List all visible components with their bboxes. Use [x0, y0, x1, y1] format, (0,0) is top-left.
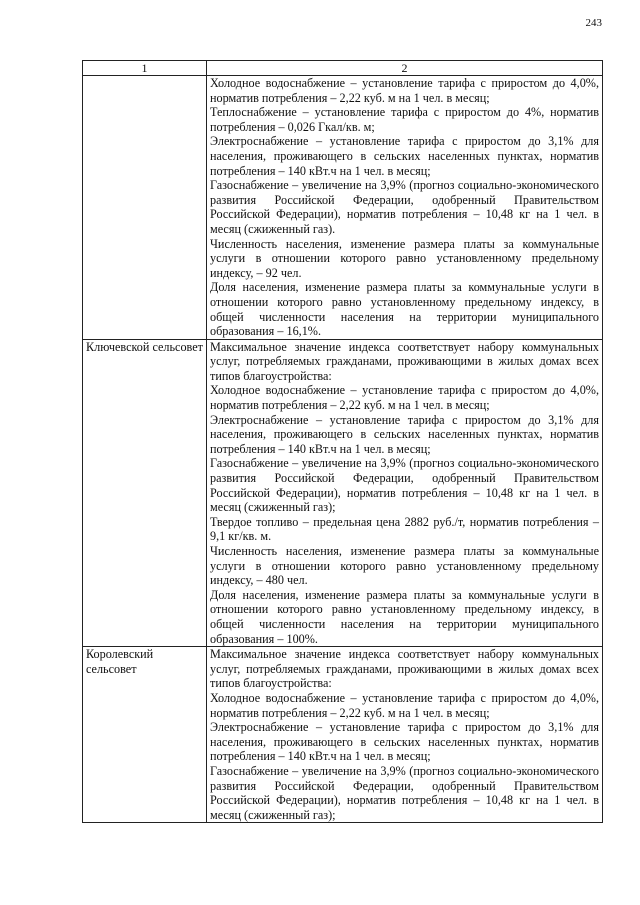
- table-header-row: [83, 61, 603, 76]
- table-row: [83, 339, 603, 646]
- paragraph: Теплоснабжение – установление тарифа с приростом до 4%, норматив потребления – 0,026 Гкал/кв. м;: [210, 105, 599, 134]
- municipality-cell: [83, 76, 207, 340]
- municipal-index-table: [82, 60, 603, 823]
- index-description-cell: [207, 339, 603, 646]
- paragraph: Доля населения, изменение размера платы за коммунальные услуги в отношении которого равно установленному предельному индексу, в общей численности населения на территории муниципального образования – 100%.: [210, 587, 599, 646]
- paragraph: Электроснабжение – установление тарифа с приростом до 3,1% для населения, проживающего в сельских населенных пунктах, норматив потребления – 140 кВт.ч на 1 чел. в месяц;: [210, 412, 599, 456]
- table-row: [83, 647, 603, 823]
- column-header-2: 2: [207, 61, 603, 76]
- paragraph: Холодное водоснабжение – установление тарифа с приростом до 4,0%, норматив потребления – 2,22 куб. м на 1 чел. в месяц;: [210, 690, 599, 720]
- column-header-1: 1: [83, 61, 207, 76]
- paragraph: Максимальное значение индекса соответствует набору коммунальных услуг, потребляемых гражданами, проживающими в жилых домах всех типов благоустройства:: [210, 339, 599, 383]
- paragraph: Численность населения, изменение размера платы за коммунальные услуги в отношении которого равно установленному предельному индексу, – 92 чел.: [210, 236, 599, 280]
- paragraph: Максимальное значение индекса соответствует набору коммунальных услуг, потребляемых гражданами, проживающими в жилых домах всех типов благоустройства:: [210, 647, 599, 691]
- paragraph: Холодное водоснабжение – установление тарифа с приростом до 4,0%, норматив потребления – 2,22 куб. м на 1 чел. в месяц;: [210, 383, 599, 413]
- paragraph: Газоснабжение – увеличение на 3,9% (прогноз социально-экономического развития Российской Федерации, одобренный Правительством Российской Федерации), норматив потребления – 10,48 кг на 1 чел. в месяц (сжиженный газ);: [210, 763, 599, 822]
- paragraph: Электроснабжение – установление тарифа с приростом до 3,1% для населения, проживающего в сельских населенных пунктах, норматив потребления – 140 кВт.ч на 1 чел. в месяц;: [210, 134, 599, 178]
- paragraph: Газоснабжение – увеличение на 3,9% (прогноз социально-экономического развития Российской Федерации, одобренный Правительством Российской Федерации), норматив потребления – 10,48 кг на 1 чел. в месяц (сжиженный газ).: [210, 178, 599, 236]
- paragraph: Электроснабжение – установление тарифа с приростом до 3,1% для населения, проживающего в сельских населенных пунктах, норматив потребления – 140 кВт.ч на 1 чел. в месяц;: [210, 720, 599, 764]
- paragraph: Газоснабжение – увеличение на 3,9% (прогноз социально-экономического развития Российской Федерации, одобренный Правительством Российской Федерации), норматив потребления – 10,48 кг на 1 чел. в месяц (сжиженный газ);: [210, 456, 599, 515]
- paragraph: Доля населения, изменение размера платы за коммунальные услуги в отношении которого равно установленному предельному индексу, в общей численности населения на территории муниципального образования – 16,1%.: [210, 280, 599, 339]
- index-description-cell: [207, 76, 603, 340]
- index-description-cell: [207, 647, 603, 823]
- paragraph: Численность населения, изменение размера платы за коммунальные услуги в отношении которого равно установленному предельному индексу, – 480 чел.: [210, 544, 599, 588]
- page-number: 243: [585, 17, 602, 29]
- table-row: [83, 76, 603, 340]
- paragraph: Холодное водоснабжение – установление тарифа с приростом до 4,0%, норматив потребления – 2,22 куб. м на 1 чел. в месяц;: [210, 76, 599, 105]
- municipality-cell: Ключевской сельсовет: [83, 339, 207, 646]
- municipality-cell: Королевский сельсовет: [83, 647, 207, 823]
- paragraph: Твердое топливо – предельная цена 2882 руб./т, норматив потребления – 9,1 кг/кв. м.: [210, 514, 599, 544]
